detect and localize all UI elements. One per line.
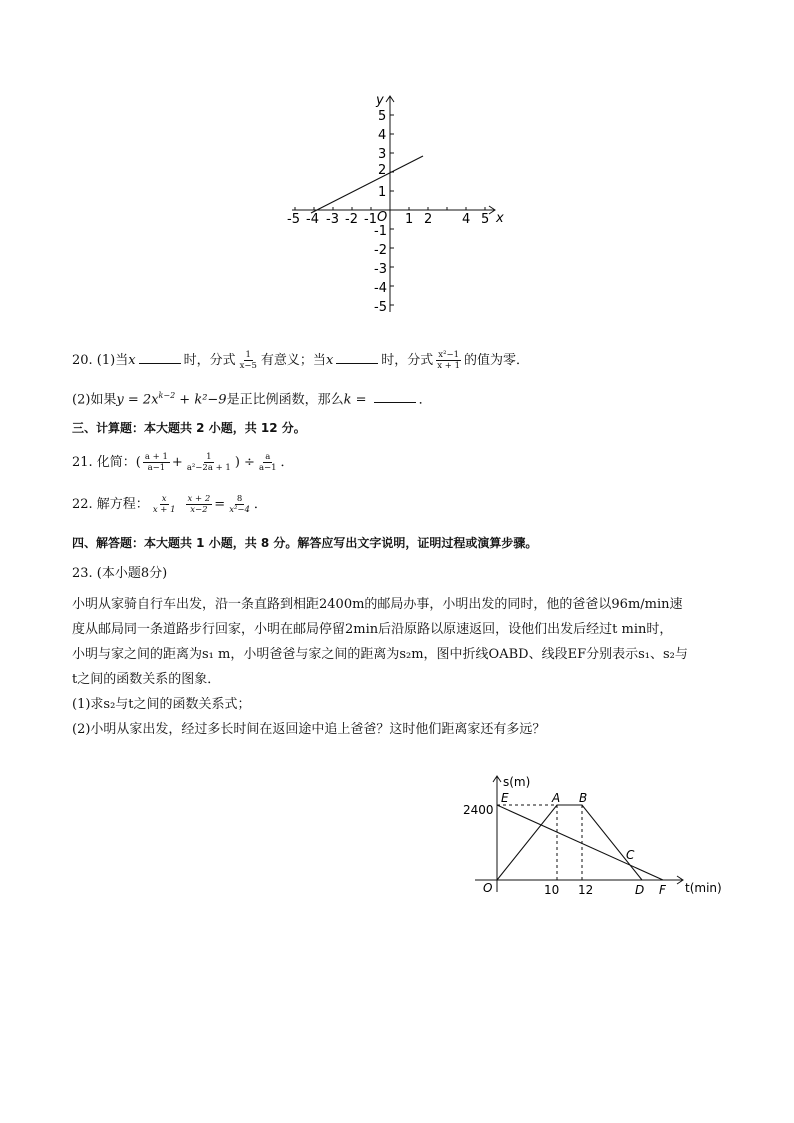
q23-paragraph-line: 小明与家之间的距离为s₁ m，小明爸爸与家之间的距离为s₂m，图中折线OABD、线段EF分别表示s₁、s₂与 [72,647,688,662]
y-axis-label: y [376,93,384,108]
origin-label: O [377,210,388,225]
y-tick-label: 2 [378,163,387,178]
fraction [185,452,233,473]
fraction-denominator: x−5 [239,361,257,371]
q20-text: 的值为零． [464,353,530,368]
q20-text: 有意义；当 [260,353,326,368]
question-20-part2 [72,386,432,410]
plotted-line [311,156,423,213]
s-axis-label: s(m) [503,775,531,789]
point-label-E: E [501,791,509,805]
distance-time-graph [455,770,735,905]
x-tick-label: 4 [462,212,471,227]
s2-segment-EF [497,805,663,880]
fraction-numerator: x²−1 [438,350,460,360]
q21-text: ． [280,455,294,470]
operator: = [214,497,226,512]
value-2400-label: 2400 [463,803,494,817]
fraction-denominator: a²−2a + 1 [186,463,231,473]
answer-blank[interactable] [139,351,181,364]
q20-text: ． [418,392,432,408]
y-tick-label: -1 [374,224,387,239]
fraction-denominator: x−2 [190,505,208,515]
y-tick-label: -2 [374,243,387,258]
fraction-denominator: x + 1 [437,361,461,371]
q20-text: 是正比例函数，那么 [226,392,344,408]
x-tick-label: 5 [481,212,490,227]
point-label-B: B [579,791,588,805]
question-20-part1 [72,350,529,371]
fraction [143,452,170,473]
fraction-numerator: a + 1 [144,452,168,462]
math-exponent: k−2 [158,391,176,400]
section-4-heading: 四、解答题：本大题共 1 小题，共 8 分。解答应写出文字说明，证明过程或演算步骤。 [72,536,538,550]
q23-paragraph-line: 度从邮局同一条道路步行回家，小明在邮局停留2min后沿原路以原速返回，设他们出发后经过t min时， [72,622,673,637]
question-21 [72,452,294,473]
y-tick-label: -4 [374,281,387,296]
fraction-denominator: a−1 [258,463,277,473]
x-tick-label: -2 [345,212,358,227]
operator: + [171,455,183,470]
t-tick-12-label: 12 [578,883,594,897]
var-x: x [325,353,334,368]
q22-text: ． [253,497,267,512]
q20-prefix: 20. (1)当 [72,353,129,368]
q22-text: 22. 解方程： [72,497,149,512]
operator: ) ÷ [234,455,255,470]
q23-paragraph-line: t之间的函数关系的图象． [72,672,221,687]
q23-paragraph-line: 小明从家骑自行车出发，沿一条直路到相距2400m的邮局办事，小明出发的同时，他的爸爸以96m/min速 [72,597,683,612]
fraction-numerator: x + 2 [187,494,211,504]
point-label-A: A [552,791,561,805]
x-tick-label: -5 [287,212,300,227]
x-tick-label: -4 [306,212,319,227]
x-tick-label: -3 [326,212,339,227]
t-tick-10-label: 10 [544,883,560,897]
y-tick-label: 5 [378,109,387,124]
fraction [186,494,213,515]
coordinate-graph [280,88,515,318]
math-expression: + k²−9 [175,392,227,408]
fraction [151,494,178,515]
fraction-numerator: 1 [206,452,212,462]
point-label-F: F [659,883,666,897]
fraction [238,350,259,371]
fraction-numerator: x [161,494,167,504]
x-axis-label: x [496,211,504,226]
answer-blank[interactable] [336,351,378,364]
question-23-body [72,592,722,742]
s1-polyline-OABD [497,805,642,880]
q21-text: 21. 化简：( [72,455,141,470]
q23-subquestion-2: (2)小明从家出发，经过多长时间在返回途中追上爸爸？这时他们距离家还有多远？ [72,722,546,737]
answer-blank[interactable] [374,390,416,403]
fraction [227,494,252,515]
fraction-numerator: 1 [245,350,251,360]
y-tick-label: -5 [374,300,387,315]
var-x: x [128,353,136,368]
y-tick-label: -3 [374,262,387,277]
x-tick-label: 1 [405,212,414,227]
q20-text: (2)如果 [72,392,117,408]
x-tick-label: 2 [424,212,433,227]
y-tick-label: 3 [378,147,387,162]
y-tick-label: 4 [378,128,387,143]
q20-text: 时，分式 [381,353,434,368]
q20-text: 时，分式 [183,353,236,368]
fraction-numerator: 8 [236,494,243,504]
fraction [257,452,279,473]
math-expression: k = [343,392,371,408]
fraction-numerator: a [265,452,271,462]
point-label-C: C [626,848,635,862]
question-23-title: 23. (本小题8分) [72,566,168,581]
x-tick-label: -1 [364,212,377,227]
q23-subquestion-1: (1)求s₂与t之间的函数关系式； [72,697,251,712]
fraction-denominator: x + 1 [152,505,176,515]
point-label-D: D [635,883,645,897]
math-expression: y = 2x [116,392,159,408]
t-axis-label: t(min) [685,881,722,895]
fraction-denominator: x²−4 [229,505,250,515]
question-22 [72,494,267,515]
point-label-O: O [483,881,493,895]
fraction [435,350,462,371]
section-3-heading: 三、计算题：本大题共 2 小题，共 12 分。 [72,421,306,435]
fraction-denominator: a−1 [147,463,166,473]
y-tick-label: 1 [378,185,387,200]
